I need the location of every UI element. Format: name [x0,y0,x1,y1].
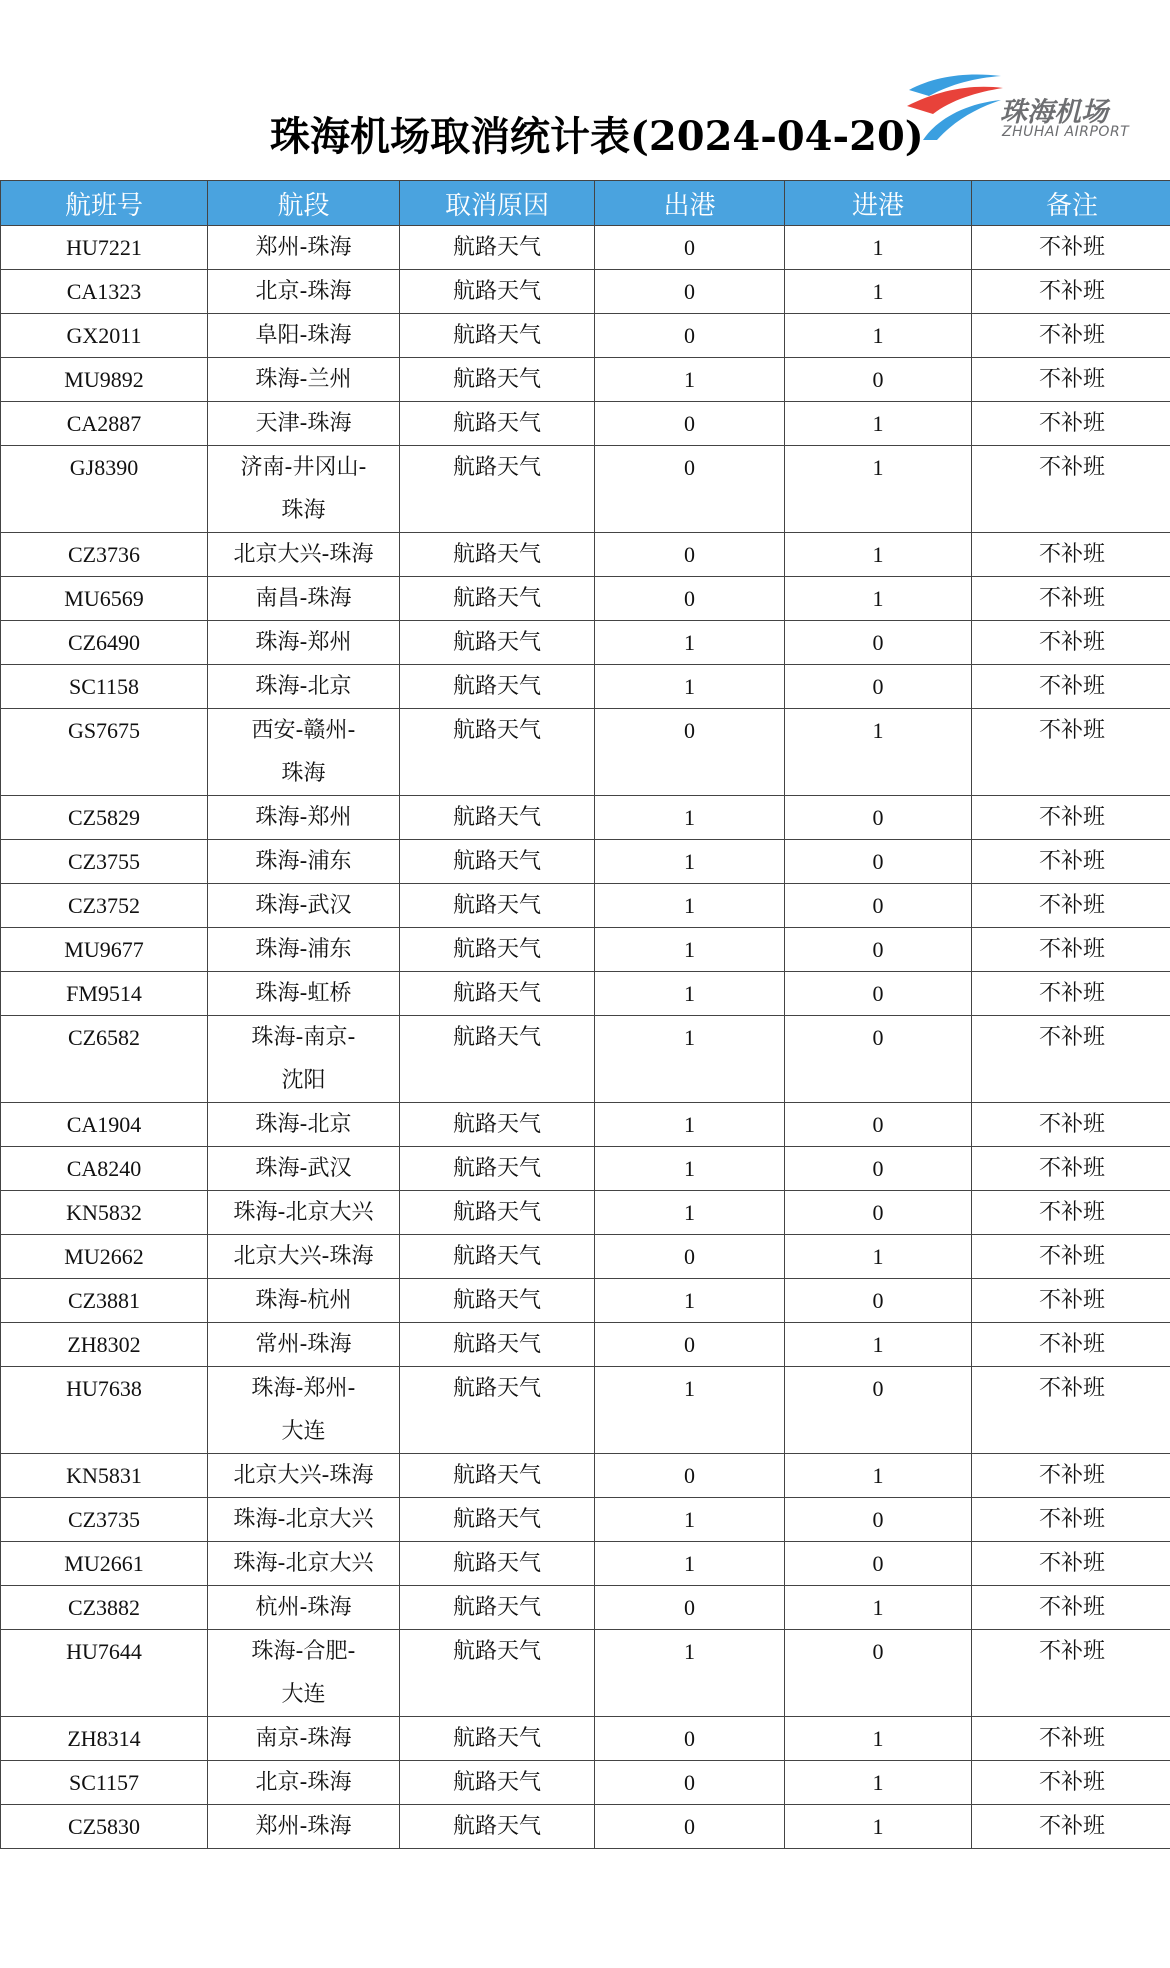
note-cell: 不补班 [972,928,1170,972]
page-header [0,0,1170,178]
table-row [1,577,1170,621]
flight-number-cell: KN5831 [1,1454,208,1498]
departures-cell: 1 [595,1542,785,1586]
note-cell: 不补班 [972,1630,1170,1717]
departures-cell: 1 [595,1147,785,1191]
logo-cn-text: 珠海机场 [1000,97,1108,128]
note-cell: 不补班 [972,533,1170,577]
table-row [1,1498,1170,1542]
reason-cell: 航路天气 [400,972,595,1016]
table-row [1,665,1170,709]
table-row [1,1191,1170,1235]
flight-number-cell: HU7221 [1,226,208,270]
route-cell: 珠海-浦东 [208,840,400,884]
departures-cell: 0 [595,1717,785,1761]
route-cell: 珠海-合肥- 大连 [208,1630,400,1717]
table-header-row [1,181,1170,226]
table-row [1,1630,1170,1717]
arrivals-cell: 1 [785,533,972,577]
reason-cell: 航路天气 [400,1542,595,1586]
airport-logo [905,68,1135,148]
flight-number-cell: MU9677 [1,928,208,972]
reason-cell: 航路天气 [400,1454,595,1498]
reason-cell: 航路天气 [400,402,595,446]
cancellation-table [0,180,1170,1849]
reason-cell: 航路天气 [400,446,595,533]
departures-cell: 0 [595,577,785,621]
flight-number-cell: MU2661 [1,1542,208,1586]
arrivals-cell: 1 [785,1454,972,1498]
note-cell: 不补班 [972,1498,1170,1542]
reason-cell: 航路天气 [400,1279,595,1323]
arrivals-cell: 0 [785,1542,972,1586]
table-row [1,533,1170,577]
table-row [1,1542,1170,1586]
route-cell: 珠海-北京大兴 [208,1498,400,1542]
header-arrivals: 进港 [785,181,972,226]
departures-cell: 1 [595,840,785,884]
arrivals-cell: 0 [785,1191,972,1235]
table-row [1,314,1170,358]
route-cell: 珠海-郑州 [208,621,400,665]
header-departures: 出港 [595,181,785,226]
arrivals-cell: 0 [785,1498,972,1542]
table-row [1,1761,1170,1805]
note-cell: 不补班 [972,1235,1170,1279]
reason-cell: 航路天气 [400,358,595,402]
reason-cell: 航路天气 [400,1717,595,1761]
arrivals-cell: 0 [785,621,972,665]
reason-cell: 航路天气 [400,1147,595,1191]
flight-number-cell: CZ3755 [1,840,208,884]
airport-logo-icon [905,68,1005,148]
reason-cell: 航路天气 [400,1586,595,1630]
flight-number-cell: GS7675 [1,709,208,796]
departures-cell: 1 [595,796,785,840]
route-cell: 珠海-北京大兴 [208,1542,400,1586]
arrivals-cell: 0 [785,665,972,709]
note-cell: 不补班 [972,621,1170,665]
route-cell: 北京-珠海 [208,270,400,314]
departures-cell: 0 [595,314,785,358]
page-title: 珠海机场取消统计表(2024-04-20) [270,113,924,160]
note-cell: 不补班 [972,665,1170,709]
table-row [1,270,1170,314]
reason-cell: 航路天气 [400,1191,595,1235]
route-cell: 北京大兴-珠海 [208,1454,400,1498]
reason-cell: 航路天气 [400,621,595,665]
note-cell: 不补班 [972,1103,1170,1147]
note-cell: 不补班 [972,1805,1170,1849]
reason-cell: 航路天气 [400,314,595,358]
reason-cell: 航路天气 [400,577,595,621]
reason-cell: 航路天气 [400,1498,595,1542]
header-note: 备注 [972,181,1170,226]
arrivals-cell: 1 [785,402,972,446]
flight-number-cell: MU9892 [1,358,208,402]
departures-cell: 0 [595,709,785,796]
note-cell: 不补班 [972,1191,1170,1235]
flight-number-cell: GX2011 [1,314,208,358]
route-cell: 西安-赣州- 珠海 [208,709,400,796]
arrivals-cell: 0 [785,972,972,1016]
arrivals-cell: 1 [785,1805,972,1849]
reason-cell: 航路天气 [400,884,595,928]
flight-number-cell: CZ5830 [1,1805,208,1849]
arrivals-cell: 1 [785,1717,972,1761]
note-cell: 不补班 [972,446,1170,533]
arrivals-cell: 1 [785,1586,972,1630]
route-cell: 阜阳-珠海 [208,314,400,358]
route-cell: 珠海-郑州- 大连 [208,1367,400,1454]
note-cell: 不补班 [972,358,1170,402]
arrivals-cell: 1 [785,577,972,621]
arrivals-cell: 1 [785,1235,972,1279]
flight-number-cell: CZ3735 [1,1498,208,1542]
note-cell: 不补班 [972,226,1170,270]
arrivals-cell: 1 [785,314,972,358]
reason-cell: 航路天气 [400,226,595,270]
table-row [1,840,1170,884]
reason-cell: 航路天气 [400,796,595,840]
route-cell: 郑州-珠海 [208,226,400,270]
flight-number-cell: CZ5829 [1,796,208,840]
arrivals-cell: 0 [785,796,972,840]
departures-cell: 0 [595,402,785,446]
reason-cell: 航路天气 [400,533,595,577]
route-cell: 南昌-珠海 [208,577,400,621]
note-cell: 不补班 [972,972,1170,1016]
reason-cell: 航路天气 [400,270,595,314]
route-cell: 珠海-郑州 [208,796,400,840]
flight-number-cell: ZH8314 [1,1717,208,1761]
note-cell: 不补班 [972,270,1170,314]
table-row [1,1586,1170,1630]
table-row [1,796,1170,840]
flight-number-cell: KN5832 [1,1191,208,1235]
route-cell: 北京大兴-珠海 [208,533,400,577]
departures-cell: 1 [595,358,785,402]
reason-cell: 航路天气 [400,1761,595,1805]
arrivals-cell: 1 [785,226,972,270]
table-row [1,226,1170,270]
route-cell: 珠海-兰州 [208,358,400,402]
arrivals-cell: 0 [785,1103,972,1147]
departures-cell: 0 [595,1805,785,1849]
note-cell: 不补班 [972,796,1170,840]
flight-number-cell: CZ3882 [1,1586,208,1630]
note-cell: 不补班 [972,1454,1170,1498]
departures-cell: 1 [595,1498,785,1542]
route-cell: 北京-珠海 [208,1761,400,1805]
table-row [1,621,1170,665]
reason-cell: 航路天气 [400,840,595,884]
note-cell: 不补班 [972,1542,1170,1586]
flight-number-cell: FM9514 [1,972,208,1016]
table-row [1,884,1170,928]
route-cell: 常州-珠海 [208,1323,400,1367]
table-row [1,1103,1170,1147]
reason-cell: 航路天气 [400,1103,595,1147]
flight-number-cell: CZ6490 [1,621,208,665]
table-row [1,446,1170,533]
flight-number-cell: CZ3881 [1,1279,208,1323]
note-cell: 不补班 [972,1279,1170,1323]
arrivals-cell: 0 [785,884,972,928]
flight-number-cell: CZ6582 [1,1016,208,1103]
flight-number-cell: HU7638 [1,1367,208,1454]
departures-cell: 1 [595,1103,785,1147]
note-cell: 不补班 [972,314,1170,358]
route-cell: 南京-珠海 [208,1717,400,1761]
arrivals-cell: 0 [785,928,972,972]
departures-cell: 0 [595,1761,785,1805]
route-cell: 珠海-北京 [208,1103,400,1147]
table-row [1,1367,1170,1454]
note-cell: 不补班 [972,709,1170,796]
arrivals-cell: 1 [785,446,972,533]
note-cell: 不补班 [972,1323,1170,1367]
note-cell: 不补班 [972,1761,1170,1805]
reason-cell: 航路天气 [400,1235,595,1279]
flight-number-cell: CZ3752 [1,884,208,928]
departures-cell: 1 [595,1279,785,1323]
arrivals-cell: 0 [785,1279,972,1323]
arrivals-cell: 0 [785,840,972,884]
flight-number-cell: ZH8302 [1,1323,208,1367]
flight-number-cell: MU2662 [1,1235,208,1279]
flight-number-cell: GJ8390 [1,446,208,533]
header-route: 航段 [208,181,400,226]
arrivals-cell: 1 [785,709,972,796]
table-row [1,358,1170,402]
arrivals-cell: 1 [785,1323,972,1367]
route-cell: 珠海-杭州 [208,1279,400,1323]
departures-cell: 1 [595,1630,785,1717]
flight-number-cell: CA2887 [1,402,208,446]
departures-cell: 0 [595,270,785,314]
departures-cell: 1 [595,972,785,1016]
table-row [1,1717,1170,1761]
note-cell: 不补班 [972,1147,1170,1191]
note-cell: 不补班 [972,577,1170,621]
reason-cell: 航路天气 [400,1805,595,1849]
note-cell: 不补班 [972,1367,1170,1454]
reason-cell: 航路天气 [400,1630,595,1717]
reason-cell: 航路天气 [400,1016,595,1103]
logo-en-text: ZHUHAI AIRPORT [1002,124,1130,140]
flight-number-cell: CA1904 [1,1103,208,1147]
flight-number-cell: HU7644 [1,1630,208,1717]
table-body [1,226,1170,1849]
route-cell: 北京大兴-珠海 [208,1235,400,1279]
reason-cell: 航路天气 [400,709,595,796]
flight-number-cell: MU6569 [1,577,208,621]
flight-number-cell: SC1158 [1,665,208,709]
route-cell: 济南-井冈山- 珠海 [208,446,400,533]
note-cell: 不补班 [972,1016,1170,1103]
arrivals-cell: 0 [785,1630,972,1717]
route-cell: 珠海-北京大兴 [208,1191,400,1235]
departures-cell: 0 [595,1586,785,1630]
arrivals-cell: 0 [785,1016,972,1103]
reason-cell: 航路天气 [400,1367,595,1454]
departures-cell: 0 [595,533,785,577]
departures-cell: 1 [595,1016,785,1103]
route-cell: 珠海-武汉 [208,1147,400,1191]
table-row [1,1454,1170,1498]
route-cell: 天津-珠海 [208,402,400,446]
header-flight: 航班号 [1,181,208,226]
flight-number-cell: CA1323 [1,270,208,314]
table-row [1,709,1170,796]
table-row [1,1323,1170,1367]
route-cell: 珠海-北京 [208,665,400,709]
arrivals-cell: 1 [785,270,972,314]
arrivals-cell: 0 [785,1367,972,1454]
route-cell: 珠海-虹桥 [208,972,400,1016]
departures-cell: 1 [595,1191,785,1235]
route-cell: 珠海-浦东 [208,928,400,972]
note-cell: 不补班 [972,840,1170,884]
table-row [1,1235,1170,1279]
header-reason: 取消原因 [400,181,595,226]
route-cell: 珠海-南京- 沈阳 [208,1016,400,1103]
departures-cell: 1 [595,928,785,972]
departures-cell: 1 [595,1367,785,1454]
departures-cell: 0 [595,1323,785,1367]
table-row [1,1147,1170,1191]
flight-number-cell: CA8240 [1,1147,208,1191]
departures-cell: 1 [595,884,785,928]
table-row [1,928,1170,972]
departures-cell: 0 [595,226,785,270]
arrivals-cell: 0 [785,358,972,402]
reason-cell: 航路天气 [400,928,595,972]
departures-cell: 1 [595,665,785,709]
arrivals-cell: 0 [785,1147,972,1191]
departures-cell: 0 [595,1235,785,1279]
note-cell: 不补班 [972,884,1170,928]
flight-number-cell: SC1157 [1,1761,208,1805]
table-row [1,1279,1170,1323]
route-cell: 珠海-武汉 [208,884,400,928]
flight-number-cell: CZ3736 [1,533,208,577]
table-row [1,402,1170,446]
table-row [1,972,1170,1016]
departures-cell: 0 [595,446,785,533]
note-cell: 不补班 [972,1586,1170,1630]
reason-cell: 航路天气 [400,1323,595,1367]
arrivals-cell: 1 [785,1761,972,1805]
departures-cell: 1 [595,621,785,665]
route-cell: 郑州-珠海 [208,1805,400,1849]
table-row [1,1016,1170,1103]
note-cell: 不补班 [972,402,1170,446]
note-cell: 不补班 [972,1717,1170,1761]
reason-cell: 航路天气 [400,665,595,709]
route-cell: 杭州-珠海 [208,1586,400,1630]
table-row [1,1805,1170,1849]
departures-cell: 0 [595,1454,785,1498]
